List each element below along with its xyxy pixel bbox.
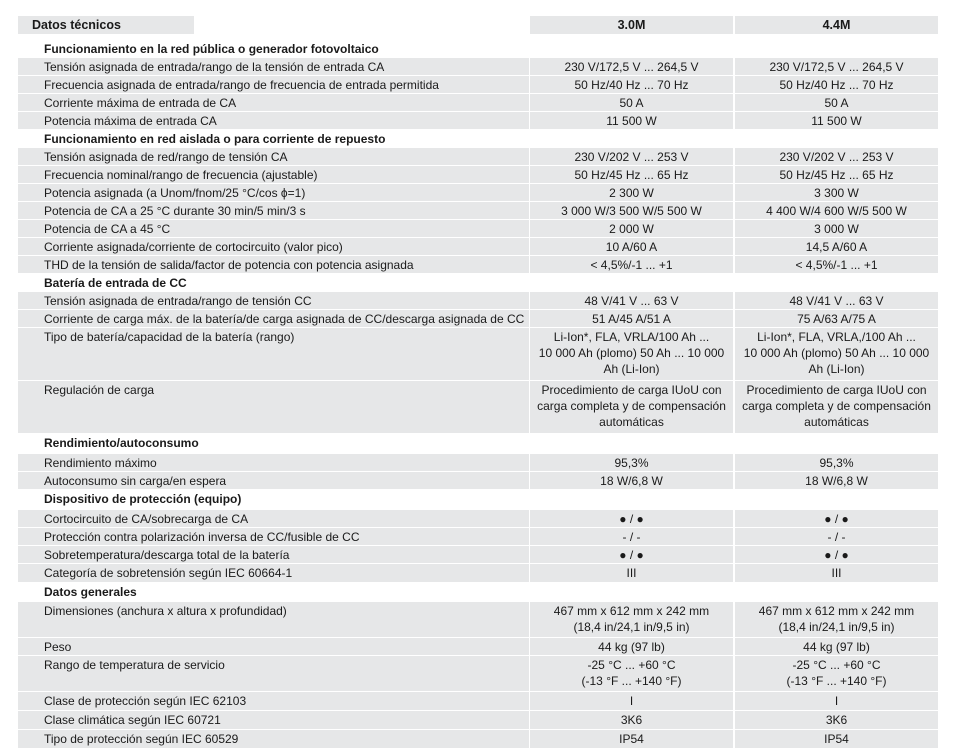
table-row bbox=[18, 166, 938, 184]
spec-label: Tensión asignada de entrada/rango de tensión CC bbox=[18, 292, 529, 309]
spec-value-4-4m bbox=[735, 166, 938, 183]
value-line: 11 500 W bbox=[811, 114, 862, 128]
value-line: 50 Hz/40 Hz ... 70 Hz bbox=[574, 78, 689, 92]
table-row bbox=[18, 112, 938, 130]
spec-value-4-4m bbox=[735, 292, 938, 309]
spec-value-4-4m bbox=[735, 472, 938, 489]
spec-value-4-4m bbox=[735, 256, 938, 273]
value-line: 50 Hz/45 Hz ... 65 Hz bbox=[779, 168, 894, 182]
value-line: IP54 bbox=[824, 732, 849, 746]
value-line: 75 A/63 A/75 A bbox=[797, 312, 876, 326]
value-line: carga completa y de compensación bbox=[742, 399, 931, 413]
value-line: (18,4 in/24,1 in/9,5 in) bbox=[573, 620, 690, 634]
value-line: ● / ● bbox=[824, 512, 849, 526]
section-title: Funcionamiento en red aislada o para corriente de repuesto bbox=[44, 132, 386, 146]
value-line: 50 A bbox=[824, 96, 849, 110]
section-spacer bbox=[530, 434, 733, 453]
table-row bbox=[18, 220, 938, 238]
spec-label: Protección contra polarización inversa de CC/fusible de CC bbox=[18, 528, 529, 545]
table-row bbox=[18, 238, 938, 256]
spec-label: Tipo de batería/capacidad de la batería (rango) bbox=[18, 328, 529, 380]
spec-value-3-0m bbox=[530, 692, 733, 710]
table-row bbox=[18, 148, 938, 166]
table-row bbox=[18, 94, 938, 112]
value-line: (-13 °F ... +140 °F) bbox=[581, 674, 682, 688]
spec-label: Autoconsumo sin carga/en espera bbox=[18, 472, 529, 489]
value-line: -25 °C ... +60 °C bbox=[792, 658, 881, 672]
spec-value-4-4m bbox=[735, 148, 938, 165]
value-line: Procedimiento de carga IUoU con bbox=[541, 383, 722, 397]
value-line: 11 500 W bbox=[606, 114, 657, 128]
section-header-row bbox=[18, 434, 938, 454]
value-line: 2 000 W bbox=[609, 222, 654, 236]
section-header-row bbox=[18, 40, 938, 58]
spec-value-3-0m bbox=[530, 472, 733, 489]
section-title: Dispositivo de protección (equipo) bbox=[44, 492, 242, 506]
table-row bbox=[18, 76, 938, 94]
value-line: 10 000 Ah (plomo) 50 Ah ... 10 000 bbox=[743, 346, 930, 360]
table-row bbox=[18, 381, 938, 434]
spec-value-4-4m bbox=[735, 328, 938, 380]
value-line: automáticas bbox=[599, 415, 664, 429]
spec-value-4-4m bbox=[735, 94, 938, 111]
section-spacer bbox=[530, 274, 733, 291]
table-row bbox=[18, 730, 938, 749]
value-line: 467 mm x 612 mm x 242 mm bbox=[553, 604, 710, 618]
value-line: Li-Ion*, FLA, VRLA,/100 Ah ... bbox=[757, 330, 916, 344]
spec-value-3-0m bbox=[530, 148, 733, 165]
spec-value-3-0m bbox=[530, 328, 733, 380]
spec-value-3-0m bbox=[530, 112, 733, 129]
header-model-3-0m: 3.0M bbox=[530, 16, 733, 34]
section-spacer bbox=[530, 130, 733, 147]
spec-value-4-4m bbox=[735, 656, 938, 691]
value-line: 10 000 Ah (plomo) 50 Ah ... 10 000 bbox=[538, 346, 725, 360]
spec-value-3-0m bbox=[530, 184, 733, 201]
table-row bbox=[18, 310, 938, 328]
spec-label: Tensión asignada de red/rango de tensión CA bbox=[18, 148, 529, 165]
table-row bbox=[18, 510, 938, 528]
value-line: I bbox=[629, 694, 634, 708]
spec-label: Peso bbox=[18, 638, 529, 655]
value-line: Ah (Li-Ion) bbox=[603, 362, 660, 376]
spec-value-4-4m bbox=[735, 692, 938, 710]
value-line: (-13 °F ... +140 °F) bbox=[786, 674, 887, 688]
section-title: Batería de entrada de CC bbox=[44, 276, 187, 290]
table-row bbox=[18, 564, 938, 583]
section-spacer bbox=[735, 583, 938, 601]
table-row bbox=[18, 711, 938, 730]
section-spacer bbox=[530, 40, 733, 57]
spec-label: Frecuencia nominal/rango de frecuencia (ajustable) bbox=[18, 166, 529, 183]
spec-label: Rango de temperatura de servicio bbox=[18, 656, 529, 691]
table-row bbox=[18, 528, 938, 546]
spec-value-3-0m bbox=[530, 730, 733, 748]
value-line: 3 000 W/3 500 W/5 500 W bbox=[561, 204, 702, 218]
section-spacer bbox=[530, 490, 733, 509]
value-line: 48 V/41 V ... 63 V bbox=[789, 294, 884, 308]
spec-value-4-4m bbox=[735, 184, 938, 201]
table-row bbox=[18, 256, 938, 274]
value-line: 467 mm x 612 mm x 242 mm bbox=[758, 604, 915, 618]
value-line: 50 A bbox=[619, 96, 644, 110]
spec-value-4-4m bbox=[735, 730, 938, 748]
spec-value-3-0m bbox=[530, 220, 733, 237]
value-line: III bbox=[831, 566, 842, 580]
value-line: IP54 bbox=[619, 732, 644, 746]
spec-value-4-4m bbox=[735, 202, 938, 219]
spec-value-4-4m bbox=[735, 454, 938, 471]
value-line: (18,4 in/24,1 in/9,5 in) bbox=[778, 620, 895, 634]
spec-value-4-4m bbox=[735, 112, 938, 129]
table-row bbox=[18, 292, 938, 310]
value-line: 3 300 W bbox=[814, 186, 859, 200]
section-spacer bbox=[735, 490, 938, 509]
spec-label: Rendimiento máximo bbox=[18, 454, 529, 471]
spec-label: Clase climática según IEC 60721 bbox=[18, 711, 529, 729]
value-line: I bbox=[834, 694, 839, 708]
value-line: 230 V/202 V ... 253 V bbox=[779, 150, 894, 164]
spec-value-4-4m bbox=[735, 220, 938, 237]
value-line: 95,3% bbox=[819, 456, 854, 470]
section-spacer bbox=[735, 274, 938, 291]
value-line: carga completa y de compensación bbox=[537, 399, 726, 413]
value-line: 44 kg (97 lb) bbox=[803, 640, 870, 654]
section-header-row bbox=[18, 583, 938, 602]
spec-value-3-0m bbox=[530, 656, 733, 691]
value-line: - / - bbox=[827, 530, 846, 544]
table-row bbox=[18, 546, 938, 564]
value-line: < 4,5%/-1 ... +1 bbox=[795, 258, 878, 272]
spec-value-3-0m bbox=[530, 564, 733, 582]
table-header-row bbox=[18, 16, 938, 35]
section-header-row bbox=[18, 130, 938, 148]
spec-label: Corriente de carga máx. de la batería/de carga asignada de CC/descarga asignada de CC bbox=[18, 310, 529, 327]
value-line: 4 400 W/4 600 W/5 500 W bbox=[766, 204, 907, 218]
value-line: Ah (Li-Ion) bbox=[808, 362, 865, 376]
section-title: Funcionamiento en la red pública o generador fotovoltaico bbox=[44, 42, 379, 56]
section-header-row bbox=[18, 490, 938, 510]
spec-label: Corriente máxima de entrada de CA bbox=[18, 94, 529, 111]
value-line: 3K6 bbox=[825, 713, 848, 727]
spec-value-3-0m bbox=[530, 638, 733, 655]
spec-value-3-0m bbox=[530, 94, 733, 111]
value-line: ● / ● bbox=[824, 548, 849, 562]
value-line: ● / ● bbox=[619, 548, 644, 562]
spec-label: Categoría de sobretensión según IEC 60664-1 bbox=[18, 564, 529, 582]
table-row bbox=[18, 638, 938, 656]
spec-value-4-4m bbox=[735, 76, 938, 93]
value-line: Procedimiento de carga IUoU con bbox=[746, 383, 927, 397]
spec-value-3-0m bbox=[530, 58, 733, 75]
spec-value-3-0m bbox=[530, 546, 733, 563]
value-line: 44 kg (97 lb) bbox=[598, 640, 665, 654]
spec-label: Potencia de CA a 25 °C durante 30 min/5 min/3 s bbox=[18, 202, 529, 219]
value-line: 50 Hz/45 Hz ... 65 Hz bbox=[574, 168, 689, 182]
value-line: 50 Hz/40 Hz ... 70 Hz bbox=[779, 78, 894, 92]
spec-value-3-0m bbox=[530, 166, 733, 183]
table-row bbox=[18, 454, 938, 472]
value-line: 18 W/6,8 W bbox=[805, 474, 868, 488]
spec-value-4-4m bbox=[735, 638, 938, 655]
spec-value-4-4m bbox=[735, 58, 938, 75]
table-row bbox=[18, 58, 938, 76]
spec-label: Potencia máxima de entrada CA bbox=[18, 112, 529, 129]
value-line: 48 V/41 V ... 63 V bbox=[584, 294, 679, 308]
section-spacer bbox=[735, 130, 938, 147]
table-row bbox=[18, 328, 938, 381]
spec-value-4-4m bbox=[735, 310, 938, 327]
value-line: ● / ● bbox=[619, 512, 644, 526]
spec-value-3-0m bbox=[530, 711, 733, 729]
value-line: 18 W/6,8 W bbox=[600, 474, 663, 488]
value-line: 230 V/172,5 V ... 264,5 V bbox=[769, 60, 904, 74]
spec-label: Regulación de carga bbox=[18, 381, 529, 433]
spec-value-3-0m bbox=[530, 381, 733, 433]
spec-value-3-0m bbox=[530, 454, 733, 471]
value-line: III bbox=[626, 566, 637, 580]
spec-value-4-4m bbox=[735, 564, 938, 582]
table-row bbox=[18, 184, 938, 202]
spec-value-3-0m bbox=[530, 310, 733, 327]
spec-label: Frecuencia asignada de entrada/rango de frecuencia de entrada permitida bbox=[18, 76, 529, 93]
value-line: 3K6 bbox=[620, 713, 643, 727]
spec-label: Potencia asignada (a Unom/fnom/25 °C/cos ϕ=1) bbox=[18, 184, 529, 201]
table-row bbox=[18, 656, 938, 692]
spec-label: Dimensiones (anchura x altura x profundidad) bbox=[18, 602, 529, 637]
spec-label: Tipo de protección según IEC 60529 bbox=[18, 730, 529, 748]
spec-value-4-4m bbox=[735, 510, 938, 527]
value-line: automáticas bbox=[804, 415, 869, 429]
spec-label: Cortocircuito de CA/sobrecarga de CA bbox=[18, 510, 529, 527]
value-line: < 4,5%/-1 ... +1 bbox=[590, 258, 673, 272]
spec-label: THD de la tensión de salida/factor de potencia con potencia asignada bbox=[18, 256, 529, 273]
spec-label: Clase de protección según IEC 62103 bbox=[18, 692, 529, 710]
spec-value-4-4m bbox=[735, 238, 938, 255]
section-title: Rendimiento/autoconsumo bbox=[44, 436, 199, 450]
section-header-row bbox=[18, 274, 938, 292]
value-line: 10 A/60 A bbox=[605, 240, 658, 254]
section-spacer bbox=[735, 434, 938, 453]
value-line: - / - bbox=[622, 530, 641, 544]
spec-value-3-0m bbox=[530, 510, 733, 527]
value-line: 230 V/202 V ... 253 V bbox=[574, 150, 689, 164]
value-line: 51 A/45 A/51 A bbox=[592, 312, 671, 326]
table-row bbox=[18, 602, 938, 638]
spec-value-3-0m bbox=[530, 238, 733, 255]
spec-value-3-0m bbox=[530, 256, 733, 273]
value-line: 95,3% bbox=[614, 456, 649, 470]
section-spacer bbox=[735, 40, 938, 57]
spec-value-3-0m bbox=[530, 602, 733, 637]
value-line: 3 000 W bbox=[814, 222, 859, 236]
section-title: Datos generales bbox=[44, 585, 137, 599]
spec-value-3-0m bbox=[530, 202, 733, 219]
value-line: 230 V/172,5 V ... 264,5 V bbox=[564, 60, 699, 74]
spec-value-4-4m bbox=[735, 381, 938, 433]
table-row bbox=[18, 692, 938, 711]
spec-value-3-0m bbox=[530, 528, 733, 545]
spec-value-3-0m bbox=[530, 292, 733, 309]
value-line: 14,5 A/60 A bbox=[805, 240, 868, 254]
spec-value-4-4m bbox=[735, 602, 938, 637]
value-line: -25 °C ... +60 °C bbox=[587, 658, 676, 672]
spec-label: Tensión asignada de entrada/rango de la tensión de entrada CA bbox=[18, 58, 529, 75]
spec-value-3-0m bbox=[530, 76, 733, 93]
spec-label: Potencia de CA a 45 °C bbox=[18, 220, 529, 237]
table-row bbox=[18, 202, 938, 220]
spec-value-4-4m bbox=[735, 711, 938, 729]
spec-label: Sobretemperatura/descarga total de la batería bbox=[18, 546, 529, 563]
header-label: Datos técnicos bbox=[18, 16, 529, 34]
value-line: 2 300 W bbox=[609, 186, 654, 200]
spec-label: Corriente asignada/corriente de cortocircuito (valor pico) bbox=[18, 238, 529, 255]
header-model-4-4m: 4.4M bbox=[735, 16, 938, 34]
table-row bbox=[18, 472, 938, 490]
section-spacer bbox=[530, 583, 733, 601]
spec-value-4-4m bbox=[735, 546, 938, 563]
value-line: Li-Ion*, FLA, VRLA/100 Ah ... bbox=[553, 330, 710, 344]
spec-value-4-4m bbox=[735, 528, 938, 545]
